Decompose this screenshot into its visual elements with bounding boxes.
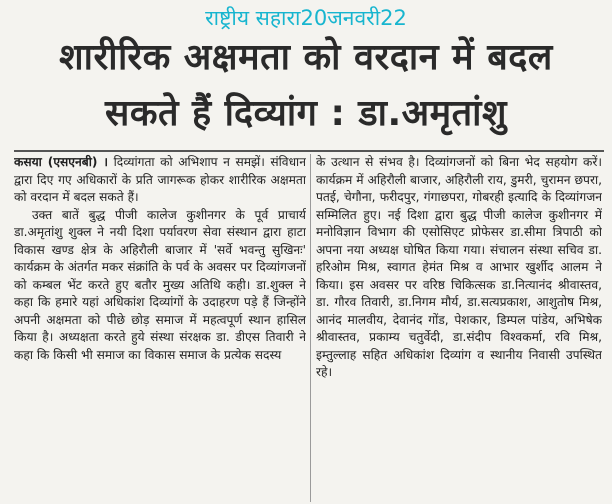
article-column-1 [14, 154, 306, 502]
article-paragraph: के उत्थान से संभव है। दिव्यांगजनों को बिना भेद सहयोग करें। कार्यक्रम में अहिरौली बाजार, अहिरौली राय, डुमरी, चुरामन छपरा, पतई, चेगौना, फरीदपुर, गंगाछपरा, गोबरही इत्यादि के दिव्यांगजन सम्मिलित हुए। नई दिशा द्वारा बुद्ध पीजी कालेज कुशीनगर में मनोविज्ञान विभाग की एसोसिएट प्रोफेसर डा.सीमा त्रिपाठी को अपना नया अध्यक्ष घोषित किया गया। संचालन संस्था सचिव डा. हरिओम मिश्र, स्वागत हेमंत मिश्र व आभार खुर्शीद आलम ने किया। इस अवसर पर वरिष्ठ चिकित्सक डा.नित्यानंद श्रीवास्तव, डा. गौरव तिवारी, डा.निगम मौर्य, डा.सत्यप्रकाश, आशुतोष मिश्र, आनंद मालवीय, देवानंद गोंड, पेशकार, डिम्पल पांडेय, अभिषेक श्रीवास्तव, प्रकाम्य चतुर्वेदी, डा.संदीप विश्वकर्मा, रवि मिश्र, इम्तुल्लाह सहित अधिकांश दिव्यांग व स्थानीय निवासी उपस्थित रहे। [316, 155, 602, 379]
column-divider [310, 154, 311, 502]
headline [0, 30, 612, 142]
dateline: कसया (एसएनबी) । [14, 155, 109, 169]
lead-text: दिव्यांगता को अभिशाप न समझें। संविधान द्वारा दिए गए अधिकारों के प्रति जागरूक होकर शारीरिक अक्षमता को वरदान में बदल सकते हैं। [14, 155, 306, 204]
headline-line-1: शारीरिक अक्षमता को वरदान में बदल [59, 37, 553, 78]
article-paragraph [14, 154, 306, 207]
headline-rule [14, 150, 604, 152]
article-paragraph: उक्त बातें बुद्ध पीजी कालेज कुशीनगर के पूर्व प्राचार्य डा.अमृतांशु शुक्ल ने नयी दिशा पर्यावरण सेवा संस्थान द्वारा हाटा विकास खण्ड क्षेत्र के अहिरौली बाजार में 'सर्वे भवन्तु सुखिनः' कार्यक्रम के अंतर्गत मकर संक्रांति के पर्व के अवसर पर दिव्यांगजनों को कम्बल भेंट करते हुए बतौर मुख्य अतिथि कही। डा.शुक्ल ने कहा कि हमारे यहां अधिकांश दिव्यांगों के उदाहरण पड़े हैं जिन्होंने अपनी अक्षमता को पीछे छोड़ समाज में महत्वपूर्ण स्थान हासिल किया है। अध्यक्षता करते हुये संस्था संरक्षक डा. डीएस तिवारी ने कहा कि किसी भी समाज का विकास समाज के प्रत्येक सदस्य [14, 207, 306, 362]
headline-line-2: सकते हैं दिव्यांग : डा.अमृतांशु [105, 93, 507, 134]
article-column-2 [316, 154, 602, 502]
source-date-tag: राष्ट्रीय सहारा20जनवरी22 [205, 6, 407, 30]
